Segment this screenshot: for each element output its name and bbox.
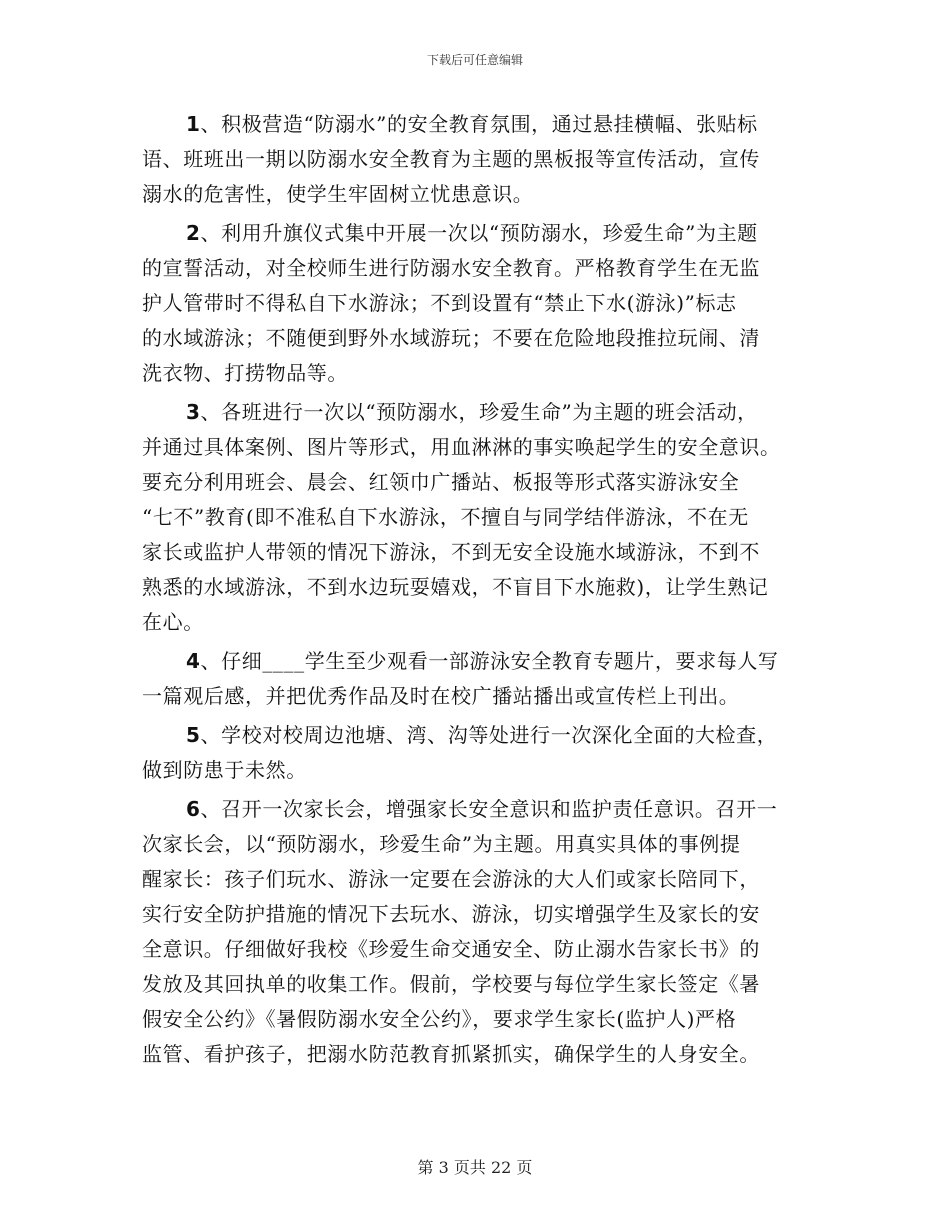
paragraph-number: 1 <box>186 112 201 136</box>
paragraph-line: 发放及其回执单的收集工作。假前，学校要与每位学生家长签定《暑 <box>142 972 760 996</box>
paragraph-text: 、学校对校周边池塘、湾、沟等处进行一次深化全面的大检查， <box>200 723 778 747</box>
document-body <box>142 107 808 1076</box>
paragraph-line: 在心。 <box>142 610 204 634</box>
paragraph-text: 、仔细____学生至少观看一部游泳安全教育专题片，要求每人写 <box>200 649 779 673</box>
paragraph-line: 次家长会，以“预防溺水，珍爱生命”为主题。用真实具体的事例提 <box>142 832 741 856</box>
paragraph-1 <box>142 107 808 212</box>
paragraph-line: 家长或监护人带领的情况下游泳，不到无安全设施水域游泳，不到不 <box>142 540 760 564</box>
paragraph-line: 的水域游泳；不随便到野外水域游玩；不要在危险地段推拉玩闹、清 <box>142 326 760 350</box>
paragraph-line: 护人管带时不得私自下水游泳；不到设置有“禁止下水(游泳)”标志 <box>142 291 737 315</box>
page-footer: 第 3 页共 22 页 <box>417 1158 533 1177</box>
paragraph-line: 洗衣物、打捞物品等。 <box>142 361 348 385</box>
paragraph-text: 、召开一次家长会，增强家长安全意识和监护责任意识。召开一 <box>200 797 778 821</box>
paragraph-line: 全意识。仔细做好我校《珍爱生命交通安全、防止溺水告家长书》的 <box>142 937 760 961</box>
paragraph-6 <box>142 792 808 1072</box>
paragraph-line: 并通过具体案例、图片等形式，用血淋淋的事实唤起学生的安全意识。 <box>142 435 781 459</box>
paragraph-line <box>142 107 808 142</box>
paragraph-number: 4 <box>186 649 201 673</box>
paragraph-line: 的宣誓活动，对全校师生进行防溺水安全教育。严格教育学生在无监 <box>142 256 760 280</box>
paragraph-line <box>142 792 808 827</box>
paragraph-line: 实行安全防护措施的情况下去玩水、游泳，切实增强学生及家长的安 <box>142 902 760 926</box>
paragraph-number: 5 <box>186 723 201 747</box>
paragraph-2 <box>142 216 808 391</box>
paragraph-text: 、各班进行一次以“预防溺水，珍爱生命”为主题的班会活动， <box>200 400 758 424</box>
paragraph-text: 、利用升旗仪式集中开展一次以“预防溺水，珍爱生命”为主题 <box>200 221 758 245</box>
paragraph-line: 做到防患于未然。 <box>142 758 307 782</box>
paragraph-line: 语、班班出一期以防溺水安全教育为主题的黑板报等宣传活动，宣传 <box>142 147 760 171</box>
paragraph-line: 溺水的危害性，使学生牢固树立忧患意识。 <box>142 182 534 206</box>
paragraph-number: 6 <box>186 797 201 821</box>
paragraph-line <box>142 395 808 430</box>
paragraph-line <box>142 216 808 251</box>
paragraph-3 <box>142 395 808 640</box>
page-header: 下载后可任意编辑 <box>426 53 523 67</box>
paragraph-line: 监管、看护孩子，把溺水防范教育抓紧抓实，确保学生的人身安全。 <box>142 1042 760 1066</box>
paragraph-line <box>142 718 808 753</box>
paragraph-line: 要充分利用班会、晨会、红领巾广播站、板报等形式落实游泳安全 <box>142 470 740 494</box>
paragraph-number: 2 <box>186 221 201 245</box>
paragraph-line: 熟悉的水域游泳，不到水边玩耍嬉戏，不盲目下水施救)，让学生熟记 <box>142 575 769 599</box>
paragraph-line: 假安全公约》《暑假防溺水安全公约》，要求学生家长(监护人)严格 <box>142 1007 737 1031</box>
paragraph-line: “七不”教育(即不准私自下水游泳，不擅自与同学结伴游泳，不在无 <box>142 505 749 529</box>
paragraph-text: 、积极营造“防溺水”的安全教育氛围，通过悬挂横幅、张贴标 <box>200 112 758 136</box>
paragraph-line: 一篇观后感，并把优秀作品及时在校广播站播出或宣传栏上刊出。 <box>142 684 740 708</box>
paragraph-number: 3 <box>186 400 201 424</box>
paragraph-line <box>142 644 808 679</box>
paragraph-line: 醒家长：孩子们玩水、游泳一定要在会游泳的大人们或家长陪同下， <box>142 867 760 891</box>
paragraph-4 <box>142 644 808 714</box>
paragraph-5 <box>142 718 808 788</box>
